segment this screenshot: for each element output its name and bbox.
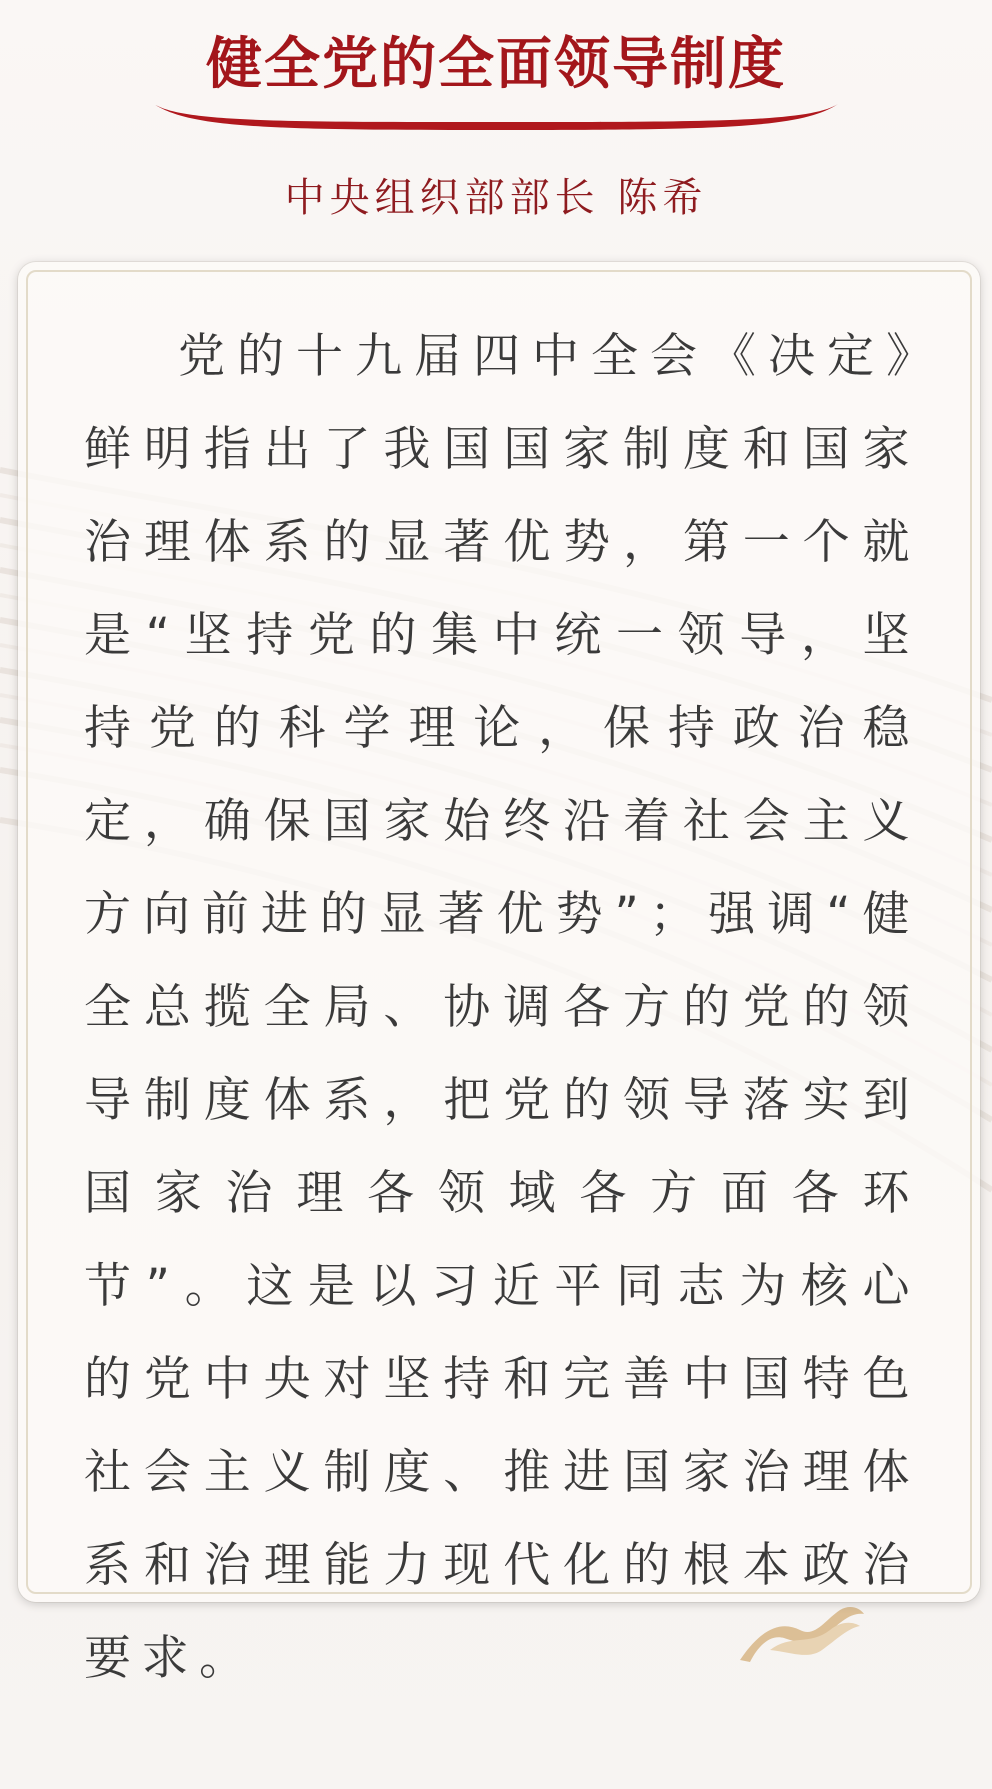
article-body: 党的十九届四中全会《决定》鲜明指出了我国国家制度和国家治理体系的显著优势，第一个就是“坚持党的集中统一领导，坚持党的科学理论，保持政治稳定，确保国家始终沿着社会主义方向前进的显著优势”；强调“健全总揽全局、协调各方的党的领导制度体系，把党的领导落实到国家治理各领域各方面各环节”。这是以习近平同志为核心的党中央对坚持和完善中国特色社会主义制度、推进国家治理体系和治理能力现代化的根本政治要求。 (84, 329, 920, 1686)
page-title: 健全党的全面领导制度 (206, 32, 786, 97)
title-underline-decoration (150, 100, 842, 136)
author-byline: 中央组织部部长 陈希 (284, 175, 708, 221)
title-block (0, 0, 992, 140)
